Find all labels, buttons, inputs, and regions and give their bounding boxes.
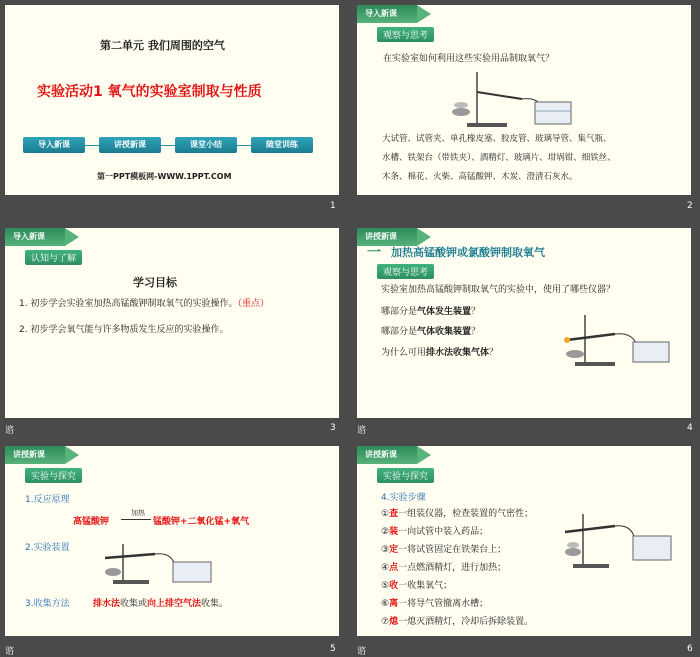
question-2-key: 气体发生装置 — [417, 307, 472, 317]
goal-1-text: 1. 初步学会实验室加热高锰酸钾制取氧气的实验操作。 — [19, 299, 238, 309]
materials-line-1: 大试管、试管夹、单孔橡皮塞、胶皮管、玻璃导管、集气瓶、 — [382, 134, 612, 144]
step-item — [381, 506, 533, 519]
steps-title: 4.实验步骤 — [381, 493, 426, 503]
slide-1[interactable] — [5, 5, 339, 195]
page-number-6: 6 — [687, 644, 693, 654]
materials-line-3: 木条、棉花、火柴、高锰酸钾、木炭、澄清石灰水。 — [382, 172, 578, 182]
step-text: 一收集氧气； — [398, 581, 453, 591]
step-3-label: 3.收集方法 — [25, 599, 70, 609]
materials-line-2: 水槽、铁架台（带铁夹）、酒精灯、玻璃片、坩埚钳、细铁丝、 — [382, 153, 616, 163]
step-keyword: 查 — [389, 509, 399, 519]
reactant: 高锰酸钾 — [73, 517, 110, 527]
step-text: 一熄灭酒精灯，冷却后拆除装置。 — [398, 617, 534, 627]
question-3-prefix: 哪部分是 — [381, 327, 418, 337]
step-keyword: 收 — [389, 581, 399, 591]
reaction-condition: 加热 — [131, 509, 145, 517]
lab-apparatus-image — [97, 542, 217, 586]
step-item — [381, 542, 506, 555]
footer-text: 第一PPT模板网-WWW.1PPT.COM — [97, 172, 232, 181]
slide-6[interactable] — [357, 446, 691, 636]
question-4-prefix: 为什么可用 — [381, 348, 427, 358]
section-tag: 观察与思考 — [377, 264, 434, 279]
lab-apparatus-image — [447, 67, 577, 129]
step-number: ⑥ — [381, 599, 390, 609]
question-3-key: 气体收集装置 — [417, 327, 472, 337]
slide-3[interactable] — [5, 228, 339, 418]
section-number: 一 — [367, 245, 381, 261]
step-1-label: 1.反应原理 — [25, 495, 70, 505]
section-tag: 实验与探究 — [25, 468, 82, 483]
slide-2[interactable] — [357, 5, 691, 195]
step-number: ④ — [381, 563, 390, 573]
method-1: 排水法 — [93, 599, 121, 609]
step-number: ⑤ — [381, 581, 390, 591]
step-2-label: 2.实验装置 — [25, 543, 70, 553]
question-2-suffix: ？ — [471, 307, 481, 317]
nav-button-intro[interactable]: 导入新课 — [23, 137, 85, 153]
section-title: 加热高锰酸钾或氯酸钾制取氧气 — [391, 246, 545, 259]
slide-5[interactable] — [5, 446, 339, 636]
nav-button-summary[interactable]: 课堂小结 — [175, 137, 237, 153]
reaction-arrow — [121, 519, 151, 520]
step-keyword: 点 — [389, 563, 399, 573]
page-number-5: 5 — [330, 644, 336, 654]
page-number-2: 2 — [687, 201, 693, 211]
step-item — [381, 614, 533, 627]
section-tag: 实验与探究 — [377, 468, 434, 483]
question-3-suffix: ？ — [471, 327, 481, 337]
nav-button-practice[interactable]: 随堂训练 — [251, 137, 313, 153]
nav-button-lecture[interactable]: 讲授新课 — [99, 137, 161, 153]
step-item — [381, 596, 488, 609]
step-text: 一组装仪器，检查装置的气密性； — [398, 509, 534, 519]
activity-title: 实验活动1 氧气的实验室制取与性质 — [37, 84, 262, 100]
section-header: 导入新课 — [5, 228, 65, 246]
section-header: 导入新课 — [357, 5, 417, 23]
step-number: ② — [381, 527, 390, 537]
slide-corner-mark: 谘 — [5, 426, 15, 436]
goal-2-text: 2. 初步学会氧气能与许多物质发生反应的实验操作。 — [19, 325, 229, 335]
slide-corner-mark: 谘 — [5, 647, 15, 657]
question-4-key: 排水法收集气体 — [426, 348, 490, 358]
page-number-1: 1 — [330, 201, 336, 211]
step-keyword: 熄 — [389, 617, 399, 627]
lab-apparatus-image — [555, 312, 673, 368]
section-tag: 认知与了解 — [25, 250, 82, 265]
step-number: ⑦ — [381, 617, 390, 627]
section-header: 讲授新课 — [357, 228, 417, 246]
step-number: ① — [381, 509, 390, 519]
products: 锰酸钾+二氧化锰+氧气 — [153, 517, 250, 527]
slide-corner-mark: 谘 — [357, 647, 367, 657]
step-item — [381, 578, 452, 591]
question-text: 在实验室如何利用这些实验用品制取氧气？ — [383, 54, 555, 64]
page-number-3: 3 — [330, 423, 336, 433]
question-1: 实验室加热高锰酸钾制取氧气的实验中，使用了哪些仪器？ — [381, 285, 616, 295]
step-text: 一将试管固定在铁架台上； — [398, 545, 507, 555]
method-mid: 收集或 — [120, 599, 148, 609]
lab-apparatus-image — [557, 512, 677, 570]
step-text: 一向试管中装入药品； — [398, 527, 489, 537]
page-number-4: 4 — [687, 423, 693, 433]
step-number: ③ — [381, 545, 390, 555]
method-end: 收集。 — [201, 599, 229, 609]
unit-title: 第二单元 我们周围的空气 — [100, 39, 225, 52]
step-text: 一将导气管撤离水槽； — [398, 599, 489, 609]
question-4-suffix: ？ — [489, 348, 499, 358]
goal-1-key: （重点） — [237, 299, 269, 309]
section-header: 讲授新课 — [357, 446, 417, 464]
goals-title: 学习目标 — [133, 276, 177, 289]
step-text: 一点燃酒精灯，进行加热； — [398, 563, 507, 573]
section-tag: 观察与思考 — [377, 27, 434, 42]
section-header: 讲授新课 — [5, 446, 65, 464]
step-keyword: 离 — [389, 599, 399, 609]
step-keyword: 装 — [389, 527, 399, 537]
slide-4[interactable] — [357, 228, 691, 418]
step-item — [381, 560, 506, 573]
method-2: 向上排空气法 — [147, 599, 202, 609]
step-keyword: 定 — [389, 545, 399, 555]
question-2-prefix: 哪部分是 — [381, 307, 418, 317]
step-item — [381, 524, 488, 537]
slide-corner-mark: 谘 — [357, 426, 367, 436]
